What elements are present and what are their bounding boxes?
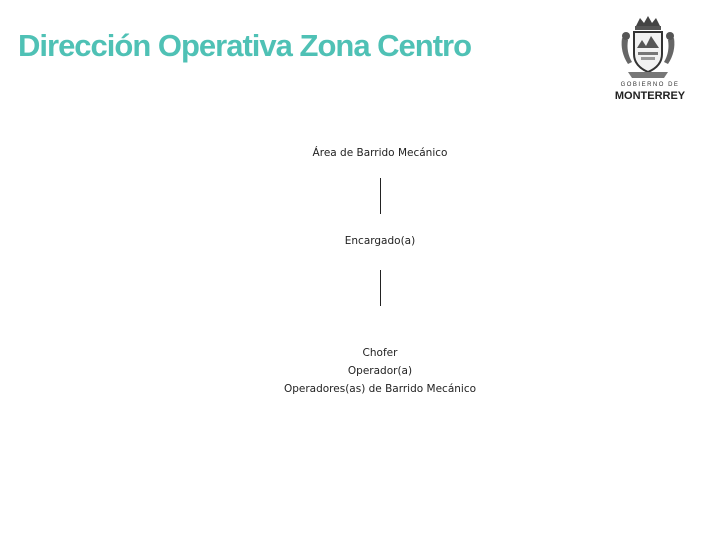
page-title: Dirección Operativa Zona Centro — [18, 28, 472, 63]
org-node-area: Área de Barrido Mecánico — [312, 147, 448, 159]
org-connector-manager-to-staff — [380, 270, 381, 306]
monterrey-coat-of-arms-icon — [618, 14, 678, 80]
staff-role-operador: Operador(a) — [347, 365, 413, 377]
org-connector-area-to-manager — [380, 178, 381, 214]
staff-role-operadores-barrido: Operadores(as) de Barrido Mecánico — [283, 383, 477, 395]
org-node-manager: Encargado(a) — [344, 235, 416, 247]
org-node-staff — [200, 344, 560, 398]
logo-text-gobierno: GOBIERNO DE — [620, 82, 680, 88]
government-logo — [610, 14, 690, 106]
logo-text-monterrey: MONTERREY — [614, 90, 686, 102]
staff-role-chofer: Chofer — [362, 347, 398, 359]
